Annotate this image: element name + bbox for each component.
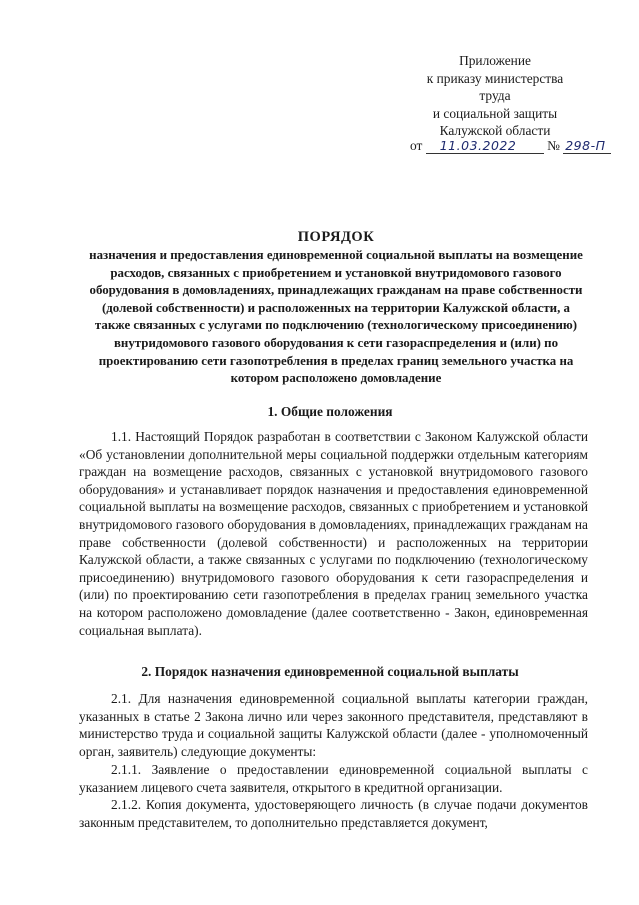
paragraph-2-1-2: 2.1.2. Копия документа, удостоверяющего личность (в случае подачи документов законным представителем, то дополнительно представляется документ, — [79, 797, 588, 830]
section-1-heading: 1. Общие положения — [267, 404, 393, 419]
appendix-line: Приложение — [459, 53, 531, 68]
appendix-line: Калужской области — [439, 123, 551, 139]
order-date: 11.03.2022 — [439, 138, 517, 153]
order-from-label: от — [410, 138, 423, 153]
appendix-line: и социальной защиты — [432, 105, 558, 121]
document-title-block — [86, 228, 586, 388]
order-number-label: № — [547, 138, 560, 153]
document-subtitle: назначения и предоставления единовременной социальной выплаты на возмещение расходов, связанных с приобретением и установкой внутридомового газового оборудования в домовладениях, принадлежащих гражданам на праве собственности (долевой собственности) и расположенных на территории Калужской области, а также связанных с услугами по подключению (технологическому присоединению) внутридомового газового оборудования к сети газораспределения и (или) по проектированию сети газопотребления в пределах границ земельного участка на котором расположено домовладение — [89, 248, 583, 386]
document-title: ПОРЯДОК — [297, 229, 375, 245]
order-number: 298-П — [565, 138, 606, 153]
paragraph-2-1: 2.1. Для назначения единовременной социальной выплаты категории граждан, указанных в статье 2 Закона лично или через законного представителя, представляют в министерство труда и социальной защиты Калужской области (далее - уполномоченный орган, заявитель) следующие документы: — [79, 691, 588, 759]
section-2-heading: 2. Порядок назначения единовременной социальной выплаты — [141, 664, 519, 679]
order-reference — [410, 137, 622, 154]
paragraph-2-1-1: 2.1.1. Заявление о предоставлении единовременной социальной выплаты с указанием лицевого счета заявителя, открытого в кредитной организации. — [79, 762, 588, 795]
paragraph-1-1: 1.1. Настоящий Порядок разработан в соответствии с Законом Калужской области «Об установлении дополнительной меры социальной поддержки отдельным категориям граждан на возмещение расходов, связанных с установкой внутридомового газового оборудования» и устанавливает порядок назначения и предоставления единовременной социальной выплаты на возмещение расходов, связанных с приобретением и установкой внутридомового газового оборудования в домовладениях, принадлежащих гражданам на праве собственности (долевой собственности) и расположенных на территории Калужской области, а также связанных с услугами по подключению (технологическому присоединению) внутридомового газового оборудования к сети газораспределения и (или) по проектированию сети газопотребления в пределах границ земельного участка на котором расположено домовладение (далее соответственно - Закон, единовременная социальная выплата). — [79, 429, 588, 638]
appendix-header — [410, 52, 580, 140]
appendix-line: к приказу министерства труда — [426, 70, 564, 104]
